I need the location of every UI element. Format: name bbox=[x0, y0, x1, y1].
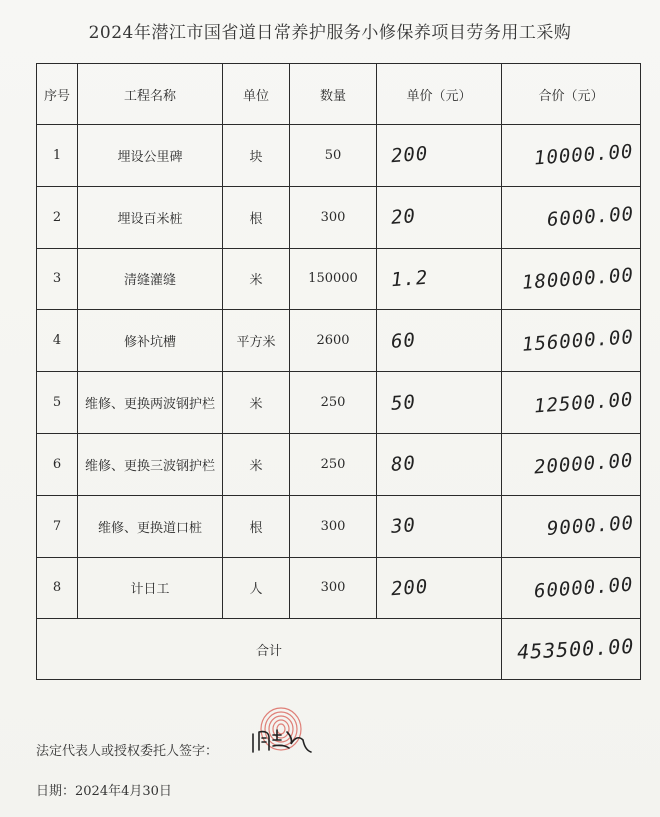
row-price-cell bbox=[377, 125, 502, 187]
row-price-cell bbox=[377, 495, 502, 557]
handwritten-signature bbox=[247, 724, 317, 758]
table-row bbox=[37, 186, 641, 248]
row-price-cell bbox=[377, 433, 502, 495]
total-row bbox=[37, 619, 641, 680]
row-amount-cell bbox=[502, 557, 641, 619]
row-amount: 180000.00 bbox=[521, 264, 635, 294]
row-amount-cell bbox=[502, 248, 641, 310]
date-line: 日期：2024年4月30日 bbox=[36, 784, 172, 799]
table-row bbox=[37, 372, 641, 434]
row-unit-cell: 平方米 bbox=[223, 310, 290, 372]
row-unit-cell: 块 bbox=[223, 125, 290, 187]
row-unit-cell: 米 bbox=[223, 372, 290, 434]
table-header-row bbox=[37, 64, 641, 125]
table-row bbox=[37, 433, 641, 495]
total-amount-cell bbox=[502, 619, 641, 680]
table-row bbox=[37, 310, 641, 372]
total-label: 合计 bbox=[37, 619, 502, 680]
row-name-cell: 维修、更换道口桩 bbox=[78, 495, 223, 557]
row-price: 200 bbox=[390, 143, 430, 168]
row-price-cell bbox=[377, 248, 502, 310]
row-price: 30 bbox=[390, 514, 417, 539]
row-unit-cell: 米 bbox=[223, 433, 290, 495]
table-row bbox=[37, 125, 641, 187]
row-unit-cell: 人 bbox=[223, 557, 290, 619]
row-qty-cell: 250 bbox=[290, 433, 377, 495]
header-amount: 合价（元） bbox=[502, 64, 641, 125]
row-index-cell: 2 bbox=[37, 186, 78, 248]
row-price: 20 bbox=[390, 205, 417, 230]
row-index-cell: 4 bbox=[37, 310, 78, 372]
row-index-cell: 7 bbox=[37, 495, 78, 557]
row-price: 80 bbox=[390, 452, 417, 477]
row-unit-cell: 米 bbox=[223, 248, 290, 310]
row-index-cell: 5 bbox=[37, 372, 78, 434]
row-price: 200 bbox=[390, 575, 430, 601]
row-amount: 10000.00 bbox=[533, 140, 635, 170]
row-price-cell bbox=[377, 557, 502, 619]
row-amount: 6000.00 bbox=[546, 203, 635, 232]
row-price: 1.2 bbox=[390, 266, 430, 292]
header-unit: 单位 bbox=[223, 64, 290, 125]
row-price-cell bbox=[377, 310, 502, 372]
row-price-cell bbox=[377, 186, 502, 248]
row-amount: 60000.00 bbox=[533, 573, 635, 603]
header-qty: 数量 bbox=[290, 64, 377, 125]
row-index-cell: 8 bbox=[37, 557, 78, 619]
row-amount-cell bbox=[502, 310, 641, 372]
total-amount: 453500.00 bbox=[516, 634, 635, 665]
row-qty-cell: 50 bbox=[290, 125, 377, 187]
row-name-cell: 清缝灌缝 bbox=[78, 248, 223, 310]
row-qty-cell: 250 bbox=[290, 372, 377, 434]
header-price: 单价（元） bbox=[377, 64, 502, 125]
row-amount-cell bbox=[502, 433, 641, 495]
page-title: 2024年潜江市国省道日常养护服务小修保养项目劳务用工采购 bbox=[88, 23, 572, 43]
row-qty-cell: 300 bbox=[290, 495, 377, 557]
row-amount: 20000.00 bbox=[533, 449, 635, 479]
table-row bbox=[37, 248, 641, 310]
header-name: 工程名称 bbox=[78, 64, 223, 125]
row-index-cell: 6 bbox=[37, 433, 78, 495]
row-qty-cell: 2600 bbox=[290, 310, 377, 372]
row-name-cell: 埋设百米桩 bbox=[78, 186, 223, 248]
row-index-cell: 1 bbox=[37, 125, 78, 187]
row-name-cell: 修补坑槽 bbox=[78, 310, 223, 372]
row-name-cell: 计日工 bbox=[78, 557, 223, 619]
pricing-table bbox=[36, 63, 641, 680]
row-price: 50 bbox=[390, 390, 417, 415]
row-amount: 12500.00 bbox=[533, 388, 635, 418]
row-qty-cell: 150000 bbox=[290, 248, 377, 310]
row-name-cell: 埋设公里碑 bbox=[78, 125, 223, 187]
row-name-cell: 维修、更换三波钢护栏 bbox=[78, 433, 223, 495]
row-name-cell: 维修、更换两波钢护栏 bbox=[78, 372, 223, 434]
row-amount-cell bbox=[502, 495, 641, 557]
row-unit-cell: 根 bbox=[223, 495, 290, 557]
row-qty-cell: 300 bbox=[290, 557, 377, 619]
table-row bbox=[37, 557, 641, 619]
row-amount-cell bbox=[502, 186, 641, 248]
row-price-cell bbox=[377, 372, 502, 434]
row-unit-cell: 根 bbox=[223, 186, 290, 248]
row-qty-cell: 300 bbox=[290, 186, 377, 248]
row-amount-cell bbox=[502, 372, 641, 434]
row-price: 60 bbox=[390, 328, 417, 353]
table-row bbox=[37, 495, 641, 557]
row-amount: 156000.00 bbox=[521, 325, 635, 356]
row-amount: 9000.00 bbox=[546, 512, 635, 541]
row-amount-cell bbox=[502, 125, 641, 187]
row-index-cell: 3 bbox=[37, 248, 78, 310]
signature-label: 法定代表人或授权委托人签字： bbox=[36, 744, 219, 759]
header-index: 序号 bbox=[37, 64, 78, 125]
